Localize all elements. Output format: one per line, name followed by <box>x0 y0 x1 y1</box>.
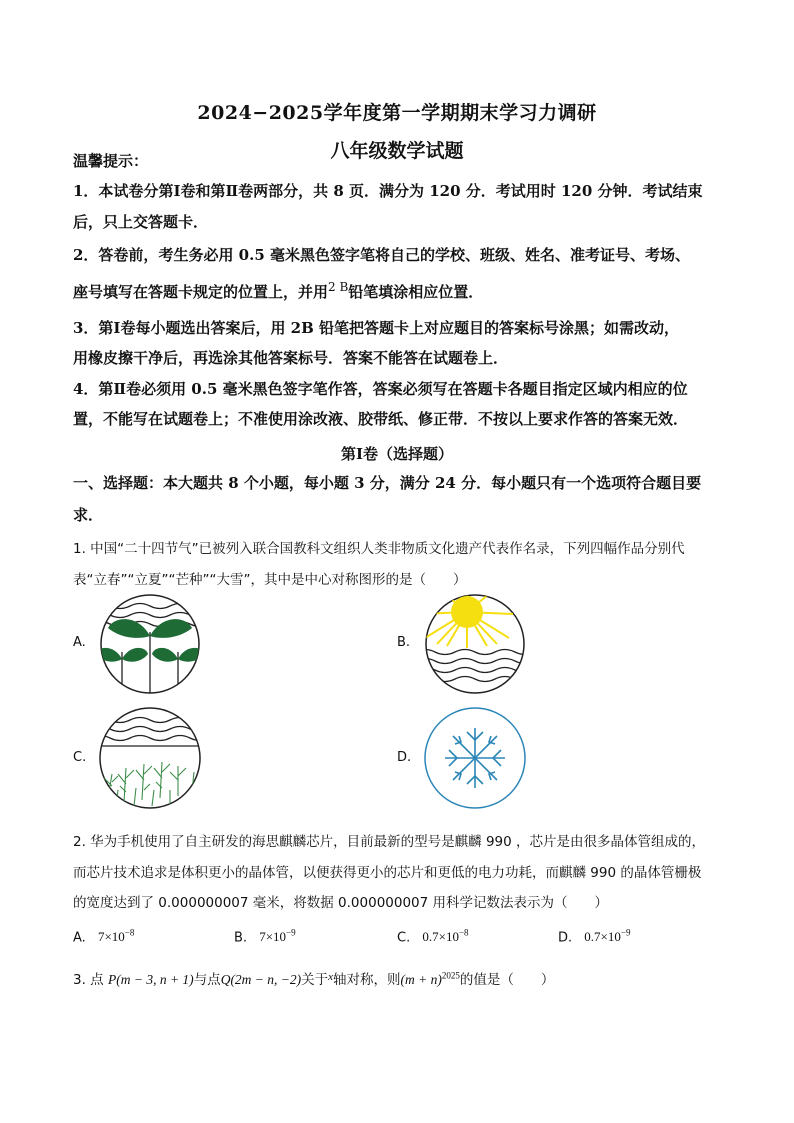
q3-expression: (m + n) <box>400 972 442 987</box>
section-1-instructions-line-1: 一、选择题：本大题共 8 个小题，每小题 3 分，满分 24 分．每小题只有一个选项符合题目要 <box>73 474 702 492</box>
q1-option-a-sprout-image <box>90 594 210 694</box>
notice-item-3-line-1: 3．第Ⅰ卷每小题选出答案后，用 2B 铅笔把答题卡上对应题目的答案标号涂黑；如需改动， <box>73 319 680 337</box>
q3-text <box>73 968 733 988</box>
q3-point-q-coords: (2m − n, −2) <box>230 972 302 987</box>
q2-text-line-1: 2. 华为手机使用了自主研发的海思麒麟芯片，目前最新的型号是麒麟 990 ，芯片是由很多晶体管组成的， <box>73 834 706 850</box>
q2-option-d-exponent: −9 <box>620 928 631 938</box>
q2-option-b-label: B. <box>234 930 248 946</box>
q1-option-d-snowflake-image <box>415 706 535 810</box>
q3-axis: x <box>328 971 334 983</box>
q1-option-b-sun-image <box>415 594 535 694</box>
q2-option-c <box>397 928 469 945</box>
q1-option-c-grass-image <box>90 706 210 810</box>
q3-text-mid-1: 与点 <box>193 972 221 988</box>
notice-item-2-line-2 <box>73 281 733 302</box>
q2-option-a-base: 7×10 <box>97 929 125 945</box>
q3-point-q-label: Q <box>220 972 231 987</box>
q3-point-p-label: P <box>107 972 117 987</box>
q2-option-d <box>558 928 630 945</box>
q2-option-d-label: D. <box>558 930 573 946</box>
q2-option-c-label: C. <box>397 930 411 946</box>
q2-option-c-value <box>422 929 468 944</box>
q1-option-d-label: D. <box>397 750 412 765</box>
q3-text-mid-3: 轴对称，则 <box>333 972 401 988</box>
section-1-instructions-line-2: 求． <box>73 506 104 524</box>
q2-option-d-value <box>584 929 630 944</box>
q1-text-line-1: 1. 中国“二十四节气”已被列入联合国教科文组织人类非物质文化遗产代表作名录，下列四幅作品分别代 <box>73 541 685 557</box>
q2-option-d-base: 0.7×10 <box>584 929 621 945</box>
q2-option-a-value <box>98 929 134 944</box>
q2-option-a-exponent: −8 <box>124 928 135 938</box>
notice-item-4-line-1: 4．第Ⅱ卷必须用 0.5 毫米黑色签字笔作答，答案必须写在答题卡各题目指定区域内相应的位 <box>73 380 688 398</box>
notice-item-1-line-1: 1．本试卷分第Ⅰ卷和第Ⅱ卷两部分，共 8 页．满分为 120 分．考试用时 120 分钟．考试结束 <box>73 182 703 200</box>
q3-prefix: 3. 点 <box>73 972 104 988</box>
q1-option-c-label: C. <box>73 750 87 765</box>
notice-item-2-line-1: 2．答卷前，考生务必用 0.5 毫米黑色签字笔将自己的学校、班级、姓名、准考证号、考场、 <box>73 246 690 264</box>
notice-item-2-text-a: 座号填写在答题卡规定的位置上，并用 <box>73 283 329 301</box>
q3-exponent: 2025 <box>441 970 460 981</box>
exam-subtitle: 八年级数学试题 <box>330 140 464 162</box>
q2-text-line-3: 的宽度达到了 0.000000007 毫米，将数据 0.000000007 用科学记数法表示为（ ） <box>73 895 609 911</box>
notice-item-2-text-c: 铅笔填涂相应位置． <box>348 283 484 301</box>
q2-option-b <box>234 928 296 945</box>
q2-text-line-2: 而芯片技术追求是体积更小的晶体管，以便获得更小的芯片和更低的电力功耗，而麒麟 990 的晶体管栅极 <box>73 865 702 881</box>
q2-option-b-exponent: −9 <box>286 928 296 938</box>
q2-option-c-exponent: −8 <box>458 928 469 938</box>
notice-item-3-line-2: 用橡皮擦干净后，再选涂其他答案标号．答案不能答在试题卷上． <box>73 349 509 367</box>
q3-point-p-coords: (m − 3, n + 1) <box>116 972 194 987</box>
notice-item-2-pencil-grade: 2 B <box>328 280 349 294</box>
section-1-title: 第Ⅰ卷（选择题） <box>340 445 454 463</box>
q3-suffix: 的值是（ ） <box>459 972 555 988</box>
q1-option-b-label: B. <box>397 635 411 650</box>
q1-option-a-label: A. <box>73 635 86 650</box>
notice-heading: 温馨提示： <box>73 152 149 170</box>
notice-item-1-line-2: 后，只上交答题卡． <box>73 213 209 231</box>
q2-option-b-value <box>259 929 295 944</box>
q2-option-a <box>73 928 134 945</box>
exam-title: 2024−2025学年度第一学期期末学习力调研 <box>197 102 597 124</box>
q2-option-c-base: 0.7×10 <box>422 929 459 945</box>
q2-option-a-label: A. <box>73 930 86 946</box>
q1-text-line-2: 表“立春”“立夏”“芒种”“大雪”，其中是中心对称图形的是（ ） <box>73 572 467 588</box>
q2-option-b-base: 7×10 <box>259 929 287 945</box>
q3-text-mid-2: 关于 <box>301 972 329 988</box>
notice-item-4-line-2: 置，不能写在试题卷上；不准使用涂改液、胶带纸、修正带．不按以上要求作答的答案无效． <box>73 410 689 428</box>
